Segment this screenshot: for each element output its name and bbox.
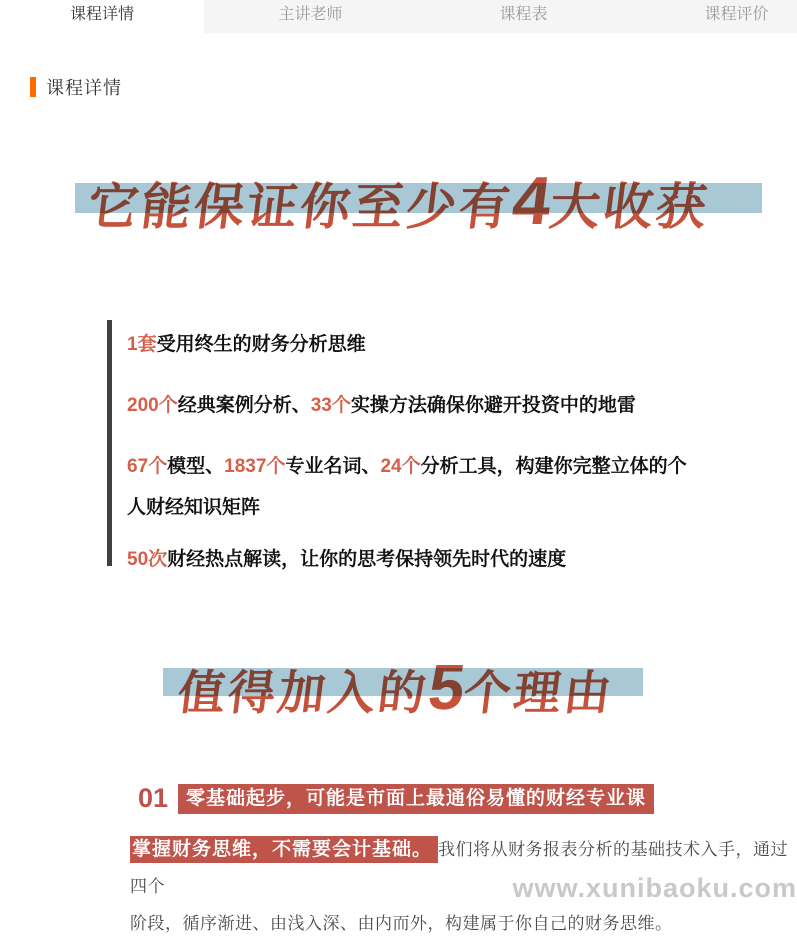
section-title: 课程详情 [46, 78, 122, 98]
benefit-text: 人财经知识矩阵 [127, 497, 261, 518]
banner-text [84, 162, 714, 240]
benefit-text: 财经热点解读，让你的思考保持领先时代的速度 [167, 549, 567, 570]
course-tab-bar [0, 0, 797, 33]
reason-number: 01 [138, 783, 169, 813]
site-watermark: www.xunibaoku.com [512, 873, 797, 903]
banner-big-number: 4 [508, 163, 556, 239]
vertical-accent-bar [107, 320, 112, 566]
banner-text [174, 650, 619, 724]
benefit-count: 24个 [380, 456, 421, 477]
banner-text-pre: 值得加入的 [175, 666, 432, 719]
benefit-item [127, 324, 747, 365]
tab-reviews[interactable]: 课程评价 [704, 6, 769, 23]
benefit-text: 经典案例分析、 [177, 395, 311, 416]
benefit-count: 1837个 [224, 456, 286, 477]
banner-five-reasons [163, 648, 643, 723]
banner-text-pre: 它能保证你至少有 [84, 179, 516, 235]
benefit-text: 实操方法确保你避开投资中的地雷 [350, 395, 636, 416]
benefit-text: 分析工具，构建你完整立体的个 [420, 456, 687, 477]
benefit-item [127, 446, 747, 528]
benefit-text: 专业名词、 [285, 456, 381, 477]
benefit-count: 1套 [127, 334, 157, 355]
orange-marker-bar [30, 77, 36, 97]
reason-title-highlight: 零基础起步，可能是市面上最通俗易懂的财经专业课 [178, 784, 654, 814]
banner-text-post: 大收获 [546, 179, 713, 235]
benefit-text: 受用终生的财务分析思维 [156, 334, 366, 355]
benefit-item [127, 539, 747, 580]
reason-heading [130, 783, 797, 814]
section-header [30, 74, 122, 100]
tab-schedule[interactable]: 课程表 [499, 6, 548, 23]
reason-body-line2: 阶段，循序渐进、由浅入深、由内而外，构建属于你自己的财务思维。 [130, 914, 673, 933]
banner-text-post: 个理由 [460, 666, 618, 719]
benefit-text: 模型、 [167, 456, 225, 477]
reason-lead-highlight: 掌握财务思维，不需要会计基础。 [130, 836, 438, 863]
tab-teacher[interactable]: 主讲老师 [278, 6, 343, 23]
reason-body-line1: 我们将从财务报表分析的基础技术入手，通过四个 [130, 840, 789, 896]
benefit-count: 33个 [310, 395, 351, 416]
tab-course-detail[interactable]: 课程详情 [0, 0, 204, 33]
benefit-count: 50次 [127, 549, 168, 570]
banner-big-number: 5 [424, 651, 469, 723]
benefit-count: 200个 [127, 395, 178, 416]
benefit-count: 67个 [127, 456, 168, 477]
banner-four-gains [75, 160, 762, 239]
benefit-item [127, 385, 747, 426]
reason-block-01 [130, 783, 797, 942]
